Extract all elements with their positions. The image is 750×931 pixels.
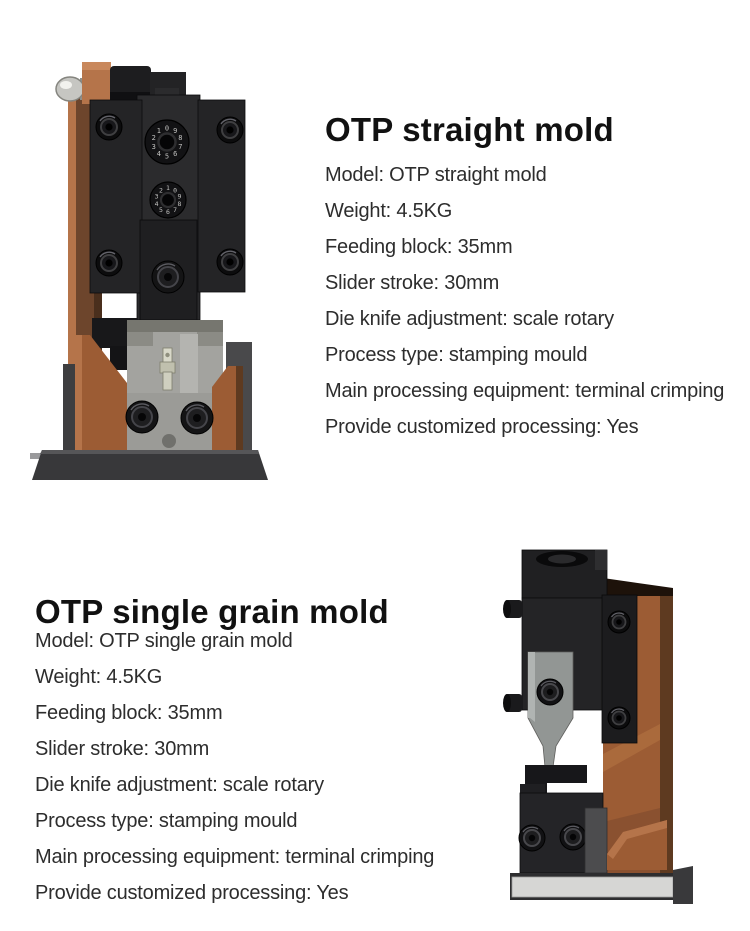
spec-line: Main processing equipment: terminal crimping bbox=[35, 846, 435, 868]
spec-line: Model: OTP single grain mold bbox=[35, 630, 293, 652]
dial-digit: 3 bbox=[154, 192, 159, 201]
spec-line: Provide customized processing: Yes bbox=[35, 882, 349, 904]
spec-line: Provide customized processing: Yes bbox=[325, 416, 639, 438]
dial-digit: 7 bbox=[173, 205, 178, 214]
left-side-block bbox=[63, 364, 75, 450]
dial-digit: 2 bbox=[158, 186, 163, 195]
dial-digit: 6 bbox=[166, 208, 170, 217]
dial-digit: 4 bbox=[156, 149, 161, 158]
dial-digit: 4 bbox=[154, 199, 159, 208]
dial-digit: 5 bbox=[158, 205, 163, 214]
spec-line: Feeding block: 35mm bbox=[35, 702, 223, 724]
dial-digit: 9 bbox=[173, 127, 178, 136]
dial-digit: 7 bbox=[178, 142, 183, 151]
spec-line: Slider stroke: 30mm bbox=[35, 738, 210, 760]
dial-digit: 0 bbox=[164, 124, 170, 133]
copper-top-block bbox=[82, 62, 111, 104]
spec-line: Weight: 4.5KG bbox=[35, 666, 163, 688]
spec-list-single-grain-mold bbox=[35, 623, 434, 911]
spec-line: Main processing equipment: terminal crimping bbox=[325, 380, 725, 402]
spec-list-straight-mold bbox=[325, 157, 724, 445]
dial-digit: 9 bbox=[177, 192, 182, 201]
dial-digit: 8 bbox=[177, 199, 182, 208]
gray-spacer-block bbox=[585, 808, 607, 873]
slider-block bbox=[140, 220, 197, 320]
dial-digit: 1 bbox=[166, 184, 170, 193]
spec-line: Process type: stamping mould bbox=[325, 344, 588, 366]
product-photo-straight-mold bbox=[30, 42, 310, 482]
scale-dial-icon bbox=[145, 120, 189, 164]
spec-line: Weight: 4.5KG bbox=[325, 200, 453, 222]
single-grain-mold-illustration bbox=[455, 522, 745, 922]
head-block bbox=[522, 550, 607, 598]
spec-line: Feeding block: 35mm bbox=[325, 236, 513, 258]
spec-line: Process type: stamping mould bbox=[35, 810, 298, 832]
steel-die-block bbox=[127, 320, 223, 393]
steel-blade bbox=[528, 652, 573, 767]
spec-line: Die knife adjustment: scale rotary bbox=[35, 774, 324, 796]
dial-digit: 8 bbox=[178, 134, 183, 143]
dial-digit: 2 bbox=[151, 134, 156, 143]
straight-mold-illustration bbox=[30, 42, 310, 482]
dial-digit: 6 bbox=[173, 149, 178, 158]
lower-steel-block bbox=[126, 393, 213, 450]
dial-digit: 1 bbox=[156, 127, 161, 136]
dial-digit: 5 bbox=[164, 152, 170, 161]
product-title-straight-mold: OTP straight mold bbox=[325, 111, 614, 149]
scale-dial-icon bbox=[150, 182, 186, 218]
clamp-plate bbox=[602, 595, 637, 743]
base-plate bbox=[30, 450, 268, 480]
product-title-single-grain-mold: OTP single grain mold bbox=[35, 593, 389, 631]
spec-line: Die knife adjustment: scale rotary bbox=[325, 308, 614, 330]
spec-line: Model: OTP straight mold bbox=[325, 164, 547, 186]
side-screws bbox=[503, 600, 522, 712]
spec-line: Slider stroke: 30mm bbox=[325, 272, 500, 294]
dial-digit: 3 bbox=[151, 142, 156, 151]
dial-digit: 0 bbox=[173, 186, 178, 195]
product-photo-single-grain-mold bbox=[455, 522, 745, 922]
